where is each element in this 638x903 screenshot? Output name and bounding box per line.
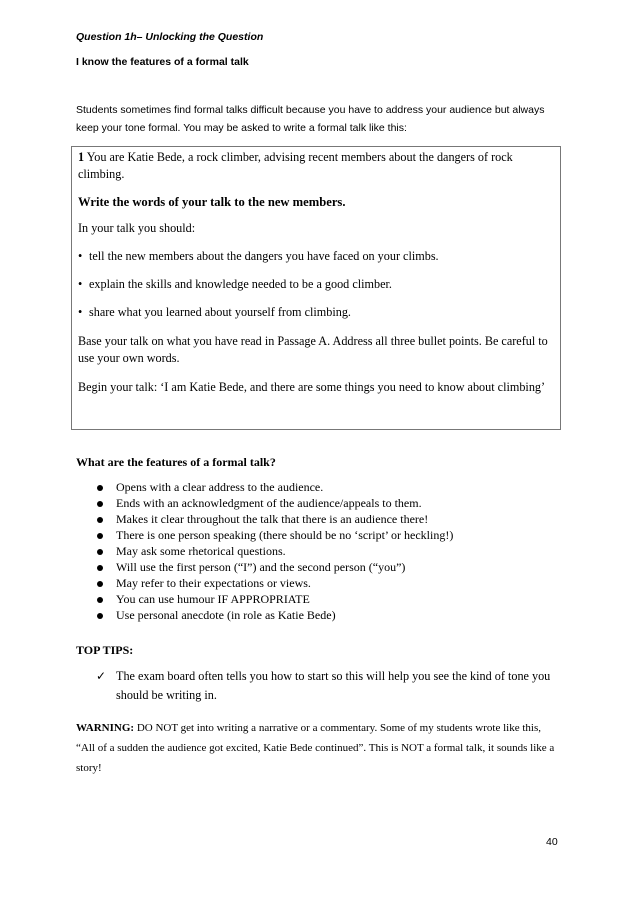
warning-label: WARNING: (76, 722, 135, 734)
task-number: 1 (78, 150, 85, 164)
features-heading: What are the features of a formal talk? (76, 455, 276, 469)
list-item (76, 479, 453, 495)
warning-paragraph (76, 718, 556, 778)
tips-heading: TOP TIPS: (76, 643, 134, 657)
list-item (76, 591, 453, 607)
list-item-text: Opens with a clear address to the audience. (116, 480, 324, 494)
list-item (76, 527, 453, 543)
task-bullet: • share what you learned about yourself from climbing. (78, 304, 554, 321)
task-prompt-text: You are Katie Bede, a rock climber, advising recent members about the dangers of rock climbing. (78, 150, 513, 181)
list-item (76, 607, 453, 623)
warning-text: DO NOT get into writing a narrative or a commentary. Some of my students wrote like this, “All of a sudden the audience got excited, Katie Bede continued”. This is NOT a formal talk, it sounds like a story! (76, 722, 555, 774)
task-base: Base your talk on what you have read in Passage A. Address all three bullet points. Be careful to use your own words. (78, 334, 548, 365)
list-item (76, 495, 453, 511)
list-item-text: Ends with an acknowledgment of the audience/appeals to them. (116, 496, 422, 510)
bullet-icon (97, 581, 103, 587)
list-item-text: May refer to their expectations or views. (116, 576, 311, 590)
page-title: Question 1h– Unlocking the Question (76, 31, 264, 43)
bullet-icon (97, 549, 103, 555)
list-item-text: May ask some rhetorical questions. (116, 544, 286, 558)
tip-text: The exam board often tells you how to start so this will help you see the kind of tone you should be writing in. (116, 669, 551, 702)
bullet-icon (97, 565, 103, 571)
bullet-icon (97, 517, 103, 523)
task-box (71, 146, 561, 430)
task-should-label: In your talk you should: (78, 221, 196, 235)
bullet-icon (97, 613, 103, 619)
list-item-text: Will use the first person (“I”) and the second person (“you”) (116, 560, 406, 574)
list-item-text: Makes it clear throughout the talk that there is an audience there! (116, 512, 429, 526)
list-item (76, 511, 453, 527)
list-item-text: There is one person speaking (there should be no ‘script’ or heckling!) (116, 528, 454, 542)
features-list (76, 479, 453, 623)
task-instruction: Write the words of your talk to the new members. (78, 195, 346, 209)
intro-paragraph: Students sometimes find formal talks difficult because you have to address your audience but always keep your tone formal. You may be asked to write a formal talk like this: (76, 104, 545, 134)
list-item (76, 543, 453, 559)
bullet-icon (97, 501, 103, 507)
task-prompt (78, 149, 554, 183)
bullet-icon (97, 533, 103, 539)
checkmark-icon: ✓ (96, 669, 107, 683)
list-item (76, 559, 453, 575)
task-bullet: • tell the new members about the dangers you have faced on your climbs. (78, 248, 554, 265)
task-bullet: • explain the skills and knowledge needed to be a good climber. (78, 276, 554, 293)
task-begin: Begin your talk: ‘I am Katie Bede, and there are some things you need to know about climbing’ (78, 380, 546, 394)
list-item-text: Use personal anecdote (in role as Katie Bede) (116, 608, 336, 622)
page-subtitle: I know the features of a formal talk (76, 56, 249, 68)
bullet-icon (97, 597, 103, 603)
list-item-text: You can use humour IF APPROPRIATE (116, 592, 310, 606)
bullet-icon (97, 485, 103, 491)
list-item (76, 575, 453, 591)
tip-item (96, 667, 556, 705)
page-number: 40 (546, 836, 558, 848)
